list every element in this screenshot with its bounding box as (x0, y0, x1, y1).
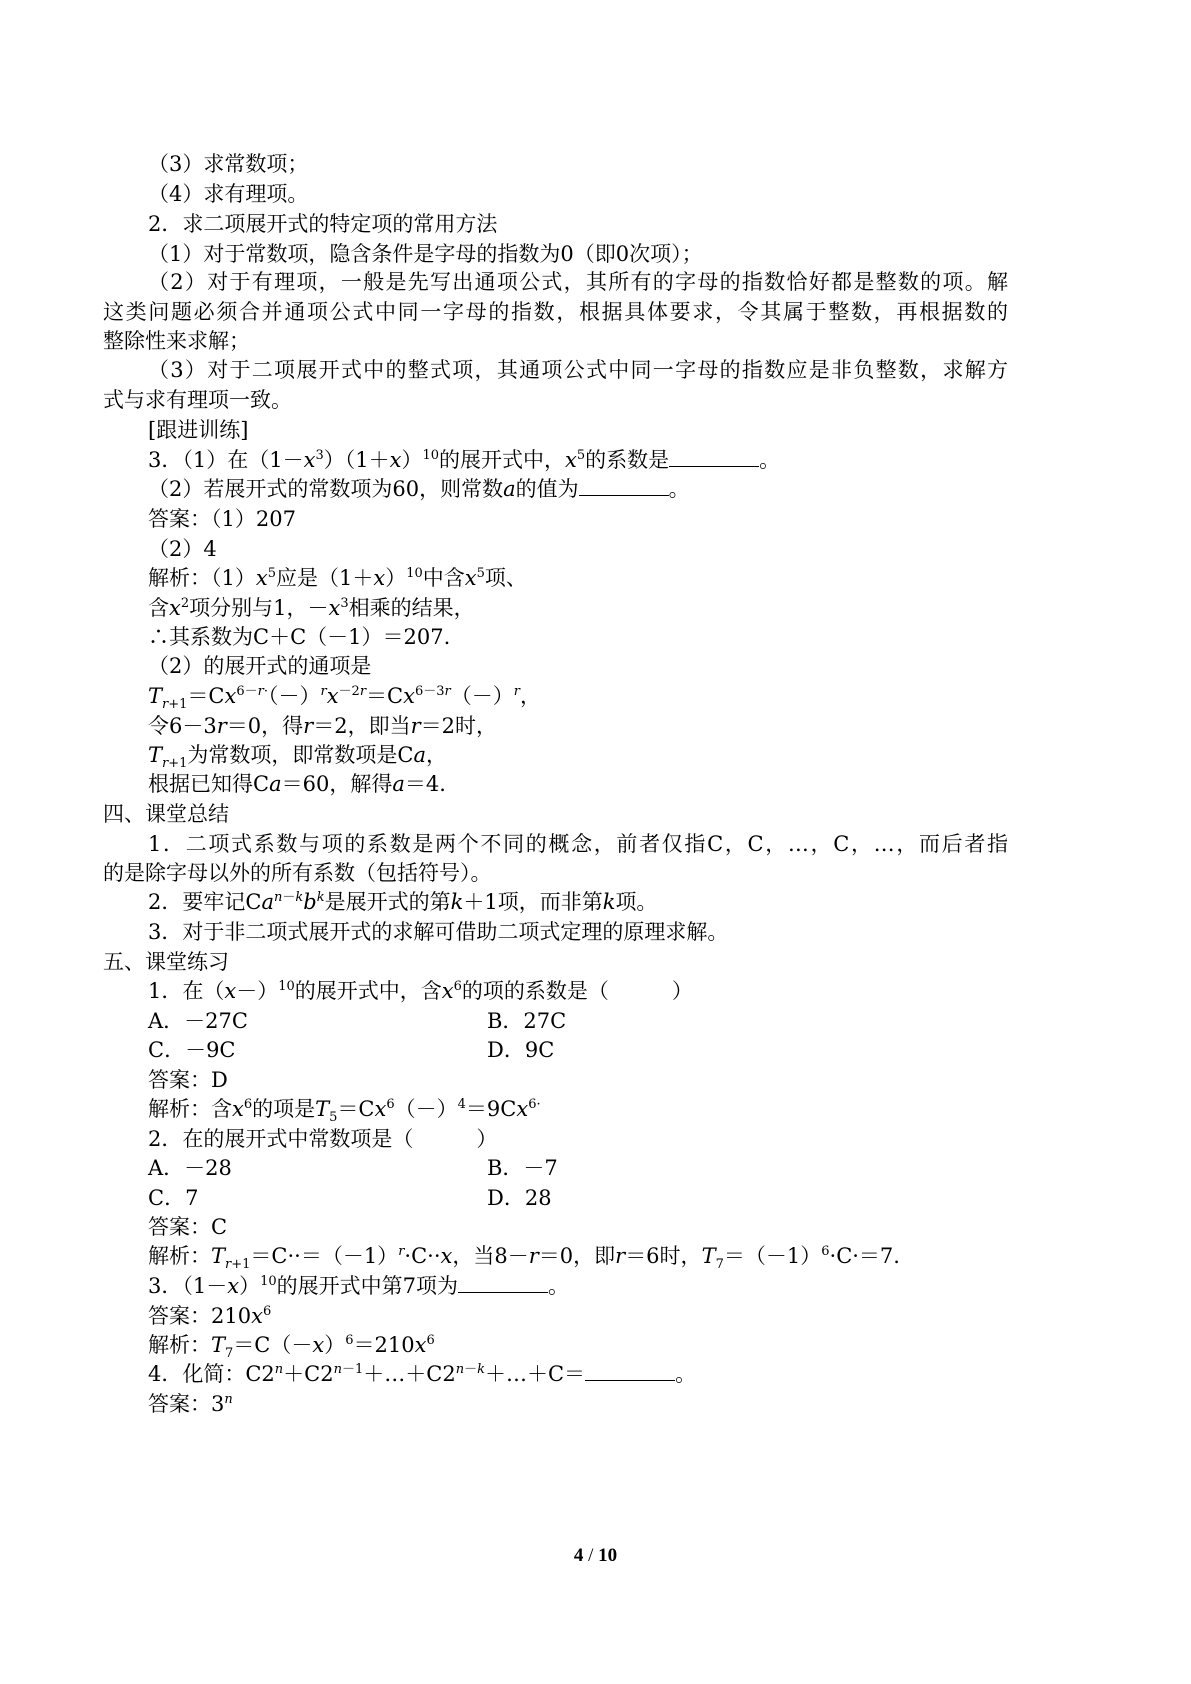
section-heading: 四、课堂总结 (103, 802, 229, 826)
answer-blank[interactable] (579, 477, 669, 496)
text-line: （1）对于常数项，隐含条件是字母的指数为0（即0次项）； (148, 242, 703, 266)
text-line: 这类问题必须合并通项公式中同一字母的指数，根据具体要求，令其属于整数，再根据数的 (103, 300, 1008, 324)
option-c: C．7 (148, 1186, 199, 1210)
text-line: 式与求有理项一致。 (103, 388, 292, 412)
option-a: A．－27C (148, 1009, 248, 1033)
analysis-line: （2）的展开式的通项是 (148, 654, 372, 678)
answer-blank[interactable] (585, 1362, 675, 1381)
formula-line: $T_{r+1}$为常数项，即常数项是Ca， (148, 743, 448, 772)
option-d: D．28 (487, 1186, 552, 1210)
section-heading: 五、课堂练习 (103, 950, 229, 974)
question-3-1: 3．（1）在$(1-x^3)(1+x)^{10}$的展开式中，$x^5$的系数是 。 (148, 448, 781, 472)
option-a: A．－28 (148, 1156, 232, 1180)
option-b: B．27C (487, 1009, 567, 1033)
text-line: 的是除字母以外的所有系数（包括符号）。 (103, 861, 492, 885)
text-line: （2）对于有理项，一般是先写出通项公式，其所有的字母的指数恰好都是整数的项。解 (148, 270, 1008, 294)
page-total: 10 (598, 1545, 618, 1566)
page-separator: / (588, 1545, 594, 1566)
question-3-2: （2）若展开式的常数项为60，则常数a的值为 。 (148, 477, 690, 501)
exercise-3: 3．$(1-x)^{10}$的展开式中第7项为 。 (148, 1274, 569, 1298)
text-line: （3）求常数项； (148, 152, 309, 176)
page-number (0, 1545, 1191, 1567)
text-line: 整除性来求解； (103, 329, 250, 353)
text-line: 3．对于非二项式展开式的求解可借助二项式定理的原理求解。 (148, 920, 729, 944)
analysis-line: ∴其系数为C＋C（－1）＝207. (148, 625, 451, 649)
analysis-line: 解析：含$x^6$的项是$T_5=Cx^6(-)^4=9Cx^{6\cdot}$ (148, 1097, 541, 1126)
formula-line: $T_{r+1}=Cx^{6-r\cdot}(-)^rx^{-2r}=Cx^{6-3r}(-)^r$， (148, 684, 541, 713)
answer-blank[interactable] (669, 448, 759, 467)
option-c: C．－9C (148, 1038, 236, 1062)
analysis-line: 解析：$T_7=C(-x)^6=210x^6$ (148, 1333, 435, 1362)
answer-line: 答案：C (148, 1215, 228, 1239)
answer-blank[interactable] (458, 1274, 548, 1293)
text-line: 2．要牢记$Ca^{n-k}b^k$是展开式的第k＋1项，而非第k项。 (148, 890, 658, 914)
text-line: （3）对于二项展开式中的整式项，其通项公式中同一字母的指数应是非负整数，求解方 (148, 358, 1008, 382)
exercise-2: 2．在的展开式中常数项是（ ） (148, 1127, 498, 1151)
page-current: 4 (573, 1545, 584, 1566)
exercise-4: 4．化简：$C2^n+C2^{n-1}+\dots+C2^{n-k}+\dots+C=$ 。 (148, 1362, 697, 1386)
answer-line: 答案：$210x^6$ (148, 1304, 272, 1328)
text-line: （4）求有理项。 (148, 182, 309, 206)
text-line: 答案：（1）207 (148, 507, 296, 531)
option-d: D．9C (487, 1038, 555, 1062)
formula-line: 令6－3r＝0，得r＝2，即当r＝2时， (148, 714, 497, 738)
option-b: B．－7 (487, 1156, 558, 1180)
text-line: 2．求二项展开式的特定项的常用方法 (148, 212, 498, 236)
answer-line: 答案：D (148, 1068, 228, 1092)
answer-line: 答案：3$^n$ (148, 1392, 233, 1416)
text-line: 1．二项式系数与项的系数是两个不同的概念，前者仅指C，C，…，C，…，而后者指 (148, 832, 1008, 856)
exercise-1: 1．在$(x-)^{10}$的展开式中，含$x^6$的项的系数是（ ） (148, 979, 693, 1003)
text-line: [跟进训练] (148, 418, 249, 442)
analysis-line: 解析：$T_{r+1}=C\cdot\cdot=(-1)^r\cdot C\cdot\cdot x$，当8－r＝0，即r＝6时，$T_7=(-1)^6\cdot C\cdot=7$. (148, 1244, 900, 1273)
formula-line: 根据已知得Ca＝60，解得a＝4. (148, 772, 446, 796)
analysis-line: 含$x^2$项分别与1，$-x^3$相乘的结果， (148, 596, 475, 620)
analysis-line: 解析：$(1)x^5$应是$(1+x)^{10}$中含$x^5$项、 (148, 566, 527, 590)
text-line: （2）4 (148, 537, 217, 561)
